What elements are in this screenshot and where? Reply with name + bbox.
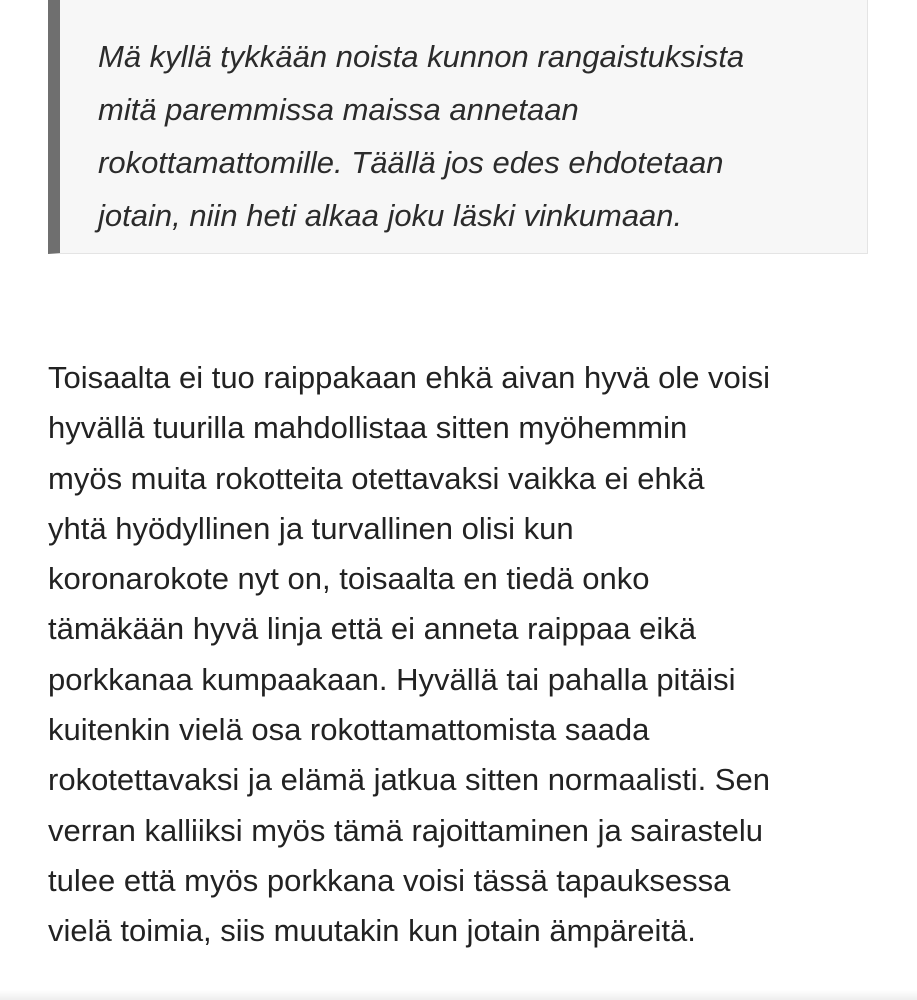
quote-line: mitä paremmissa maissa annetaan: [98, 92, 579, 127]
body-line: koronarokote nyt on, toisaalta en tiedä onko: [48, 561, 650, 597]
post-bottom-divider: [0, 990, 917, 1000]
body-line: Toisaalta ei tuo raippakaan ehkä aivan hyvä ole voisi: [48, 360, 771, 395]
quote-line: Mä kyllä tykkään noista kunnon rangaistuksista: [98, 39, 745, 74]
body-line: verran kalliiksi myös tämä rajoittaminen ja sairastelu: [48, 812, 763, 848]
body-line: porkkanaa kumpaakaan. Hyvällä tai pahalla pitäisi: [48, 661, 736, 697]
body-line: myös muita rokotteita otettavaksi vaikka ei ehkä: [48, 460, 705, 496]
body-line: hyvällä tuurilla mahdollistaa sitten myöhemmin: [48, 410, 688, 446]
quote-line: rokottamattomille. Täällä jos edes ehdotetaan: [98, 145, 724, 180]
body-line: rokotettavaksi ja elämä jatkua sitten normaalisti. Sen: [48, 762, 770, 798]
quoted-message: [48, 0, 868, 254]
body-line: tämäkään hyvä linja että ei anneta raippaa eikä: [48, 611, 696, 647]
body-line: vielä toimia, siis muutakin kun jotain ämpäreitä.: [48, 913, 696, 949]
post-body-text: [48, 353, 770, 957]
body-line: tulee että myös porkkana voisi tässä tapauksessa: [48, 862, 731, 898]
body-line: kuitenkin vielä osa rokottamattomista saada: [48, 712, 650, 748]
quote-text: [98, 30, 744, 242]
body-line: yhtä hyödyllinen ja turvallinen olisi kun: [48, 510, 574, 546]
quote-line: jotain, niin heti alkaa joku läski vinkumaan.: [98, 198, 683, 233]
